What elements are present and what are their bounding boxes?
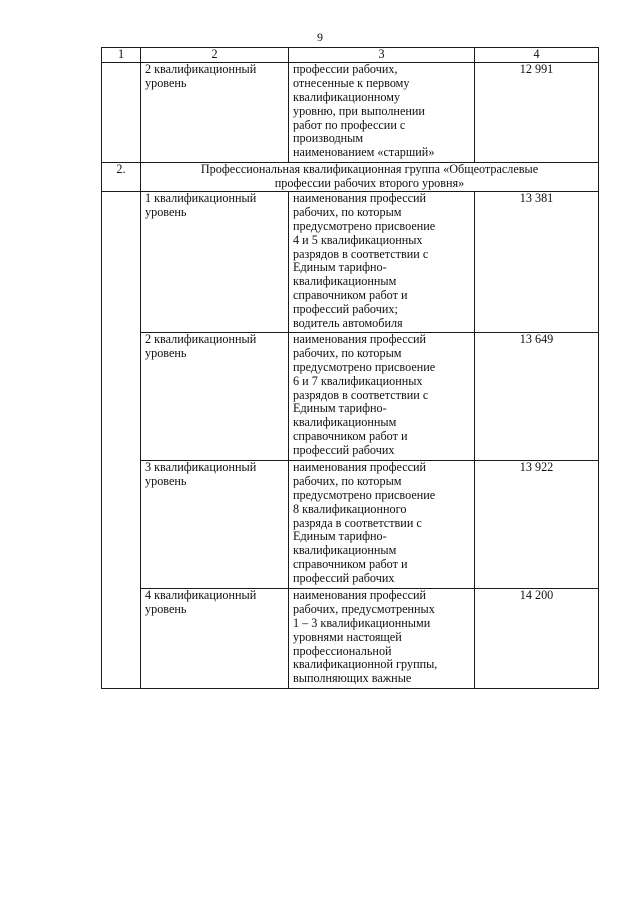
description-text: работ по профессии с — [293, 117, 406, 132]
description-text: рабочих, по которым — [293, 204, 402, 219]
group-title-text: Профессиональная квалификационная группа «Общеотраслевые — [200, 161, 539, 176]
description-text: справочником работ и — [293, 429, 408, 444]
page-number: 9 — [317, 30, 323, 44]
description-text: Единым тарифно- — [293, 529, 387, 544]
description-text: квалификационной группы, — [293, 657, 438, 672]
level-cell — [141, 588, 289, 688]
level-text: уровень — [145, 601, 187, 616]
description-text: квалификационным — [293, 543, 397, 558]
level-text: уровень — [145, 345, 187, 360]
description-text: водитель автомобиля — [293, 316, 403, 331]
description-text: 1 – 3 квалификационными — [293, 615, 431, 630]
salary-value-cell: 12 991 — [475, 62, 599, 162]
salary-value-cell: 14 200 — [475, 588, 599, 688]
column-header-4: 4 — [475, 48, 599, 63]
column-header-1: 1 — [102, 48, 141, 63]
description-cell — [289, 588, 475, 688]
qualification-table — [101, 47, 599, 689]
description-text: профессий рабочих — [293, 443, 395, 458]
description-cell — [289, 62, 475, 162]
description-text: 4 и 5 квалификационных — [293, 232, 423, 247]
table-row — [102, 191, 599, 332]
description-text: рабочих, по которым — [293, 345, 402, 360]
table-row — [102, 332, 599, 460]
level-text: уровень — [145, 473, 187, 488]
description-text: Единым тарифно- — [293, 401, 387, 416]
level-text: уровень — [145, 75, 187, 90]
table-row — [102, 460, 599, 588]
level-cell — [141, 62, 289, 162]
column-header-3: 3 — [289, 48, 475, 63]
description-text: предусмотрено присвоение — [293, 487, 436, 502]
group-title-text: профессии рабочих второго уровня» — [274, 175, 465, 190]
description-text: наименованием «старший» — [293, 145, 435, 160]
row-number-cell — [102, 62, 141, 162]
row-number-cell — [102, 191, 141, 688]
description-cell — [289, 460, 475, 588]
description-text: Единым тарифно- — [293, 260, 387, 275]
column-header-2: 2 — [141, 48, 289, 63]
description-text: разрядов в соответствии с — [293, 246, 429, 261]
description-text: справочником работ и — [293, 288, 408, 303]
level-text: 3 квалификационный — [145, 459, 257, 474]
description-text: уровню, при выполнении — [293, 103, 425, 118]
description-text: отнесенные к первому — [293, 75, 410, 90]
group-title — [141, 162, 599, 191]
description-text: производным — [293, 131, 364, 146]
table-row — [102, 588, 599, 688]
group-number: 2. — [102, 162, 141, 191]
description-text: предусмотрено присвоение — [293, 359, 436, 374]
description-text: наименования профессий — [293, 190, 427, 205]
description-text: профессий рабочих; — [293, 302, 398, 317]
level-cell — [141, 460, 289, 588]
description-text: квалификационным — [293, 415, 397, 430]
description-text: рабочих, по которым — [293, 473, 402, 488]
description-text: квалификационному — [293, 89, 401, 104]
table-row — [102, 62, 599, 162]
description-text: предусмотрено присвоение — [293, 218, 436, 233]
level-cell — [141, 191, 289, 332]
description-text: рабочих, предусмотренных — [293, 601, 435, 616]
description-text: наименования профессий — [293, 587, 427, 602]
salary-value-cell: 13 381 — [475, 191, 599, 332]
level-text: уровень — [145, 204, 187, 219]
table-header-row — [102, 48, 599, 63]
description-text: 6 и 7 квалификационных — [293, 373, 423, 388]
description-text: справочником работ и — [293, 557, 408, 572]
level-text: 2 квалификационный — [145, 331, 257, 346]
description-cell — [289, 332, 475, 460]
level-text: 4 квалификационный — [145, 587, 257, 602]
description-text: разрядов в соответствии с — [293, 387, 429, 402]
salary-value-cell: 13 922 — [475, 460, 599, 588]
description-text: выполняющих важные — [293, 671, 412, 686]
level-text: 1 квалификационный — [145, 190, 257, 205]
description-cell — [289, 191, 475, 332]
description-text: профессиональной — [293, 643, 392, 658]
level-cell — [141, 332, 289, 460]
group-header-row — [102, 162, 599, 191]
description-text: наименования профессий — [293, 331, 427, 346]
level-text: 2 квалификационный — [145, 61, 257, 76]
salary-value-cell: 13 649 — [475, 332, 599, 460]
description-text: квалификационным — [293, 274, 397, 289]
description-text: наименования профессий — [293, 459, 427, 474]
description-text: уровнями настоящей — [293, 629, 402, 644]
description-text: 8 квалификационного — [293, 501, 407, 516]
description-text: разряда в соответствии с — [293, 515, 422, 530]
description-text: профессий рабочих — [293, 571, 395, 586]
description-text: профессии рабочих, — [293, 61, 398, 76]
